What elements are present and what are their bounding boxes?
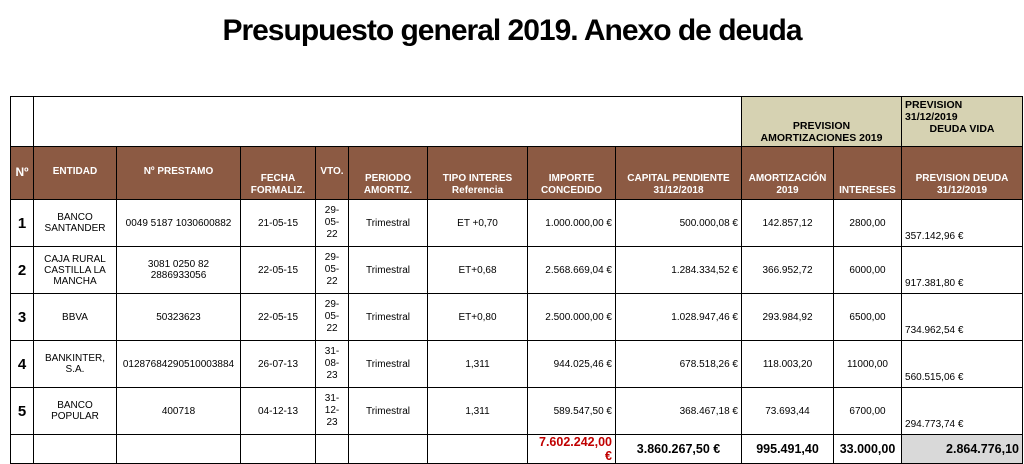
row-fecha: 21-05-15 [241,200,316,247]
row-tipo: 1,311 [428,341,528,388]
total-importe: 7.602.242,00 € [528,435,616,464]
row-entidad: BANKINTER, S.A. [34,341,117,388]
row-intereses: 6700,00 [834,388,902,435]
group-header-row [11,97,1023,147]
row-tipo: 1,311 [428,388,528,435]
total-amortizacion: 995.491,40 [742,435,834,464]
row-num: 1 [11,200,34,247]
row-entidad: BANCO SANTANDER [34,200,117,247]
row-periodo: Trimestral [349,341,428,388]
page-title: Presupuesto general 2019. Anexo de deuda [222,14,802,47]
row-importe: 589.547,50 € [528,388,616,435]
row-prestamo: 01287684290510003884 [117,341,241,388]
row-num: 5 [11,388,34,435]
row-amortizacion: 293.984,92 [742,294,834,341]
row-num: 4 [11,341,34,388]
row-capital: 500.000,08 € [616,200,742,247]
row-vto: 29- 05- 22 [316,294,349,341]
table-row [11,294,1023,341]
row-prevision: 734.962,54 € [902,294,1023,341]
row-capital: 1.284.334,52 € [616,247,742,294]
row-vto: 31- 08- 23 [316,341,349,388]
row-amortizacion: 73.693,44 [742,388,834,435]
row-importe: 944.025,46 € [528,341,616,388]
col-capital: CAPITAL PENDIENTE 31/12/2018 [616,147,742,200]
table-row [11,200,1023,247]
row-prestamo: 50323623 [117,294,241,341]
row-num: 3 [11,294,34,341]
total-prevision: 2.864.776,10 [902,435,1023,464]
row-tipo: ET+0,68 [428,247,528,294]
row-entidad: CAJA RURAL CASTILLA LA MANCHA [34,247,117,294]
row-entidad: BANCO POPULAR [34,388,117,435]
row-importe: 2.500.000,00 € [528,294,616,341]
row-prestamo: 3081 0250 82 2886933056 [117,247,241,294]
row-prevision: 294.773,74 € [902,388,1023,435]
row-intereses: 11000,00 [834,341,902,388]
row-importe: 1.000.000,00 € [528,200,616,247]
row-amortizacion: 366.952,72 [742,247,834,294]
row-prevision: 560.515,06 € [902,341,1023,388]
col-prestamo: Nº PRESTAMO [117,147,241,200]
row-num: 2 [11,247,34,294]
debt-table [10,96,1023,464]
col-vto: VTO. [316,147,349,200]
table-row [11,247,1023,294]
row-entidad: BBVA [34,294,117,341]
row-amortizacion: 142.857,12 [742,200,834,247]
row-vto: 29- 05- 22 [316,247,349,294]
row-vto: 29- 05- 22 [316,200,349,247]
row-fecha: 04-12-13 [241,388,316,435]
row-importe: 2.568.669,04 € [528,247,616,294]
col-entidad: ENTIDAD [34,147,117,200]
total-capital: 3.860.267,50 € [616,435,742,464]
row-intereses: 6000,00 [834,247,902,294]
table-row [11,388,1023,435]
col-fecha: FECHA FORMALIZ. [241,147,316,200]
row-prestamo: 400718 [117,388,241,435]
row-periodo: Trimestral [349,200,428,247]
row-periodo: Trimestral [349,294,428,341]
row-fecha: 26-07-13 [241,341,316,388]
row-tipo: ET +0,70 [428,200,528,247]
row-intereses: 6500,00 [834,294,902,341]
totals-row [11,435,1023,464]
row-prevision: 357.142,96 € [902,200,1023,247]
row-periodo: Trimestral [349,388,428,435]
col-amortizacion: AMORTIZACIÓN 2019 [742,147,834,200]
prevision-amortizaciones-header: PREVISION AMORTIZACIONES 2019 [742,97,902,147]
col-intereses: INTERESES [834,147,902,200]
row-capital: 368.467,18 € [616,388,742,435]
row-vto: 31- 12- 23 [316,388,349,435]
col-tipo: TIPO INTERES Referencia [428,147,528,200]
column-header-row [11,147,1023,200]
row-intereses: 2800,00 [834,200,902,247]
row-capital: 1.028.947,46 € [616,294,742,341]
row-capital: 678.518,26 € [616,341,742,388]
row-prevision: 917.381,80 € [902,247,1023,294]
col-prevision-deuda: PREVISION DEUDA 31/12/2019 [902,147,1023,200]
col-importe: IMPORTE CONCEDIDO [528,147,616,200]
total-intereses: 33.000,00 [834,435,902,464]
col-num: Nº [11,147,34,200]
row-fecha: 22-05-15 [241,294,316,341]
col-periodo: PERIODO AMORTIZ. [349,147,428,200]
table-row [11,341,1023,388]
prevision-deuda-vida-header: PREVISION 31/12/2019 DEUDA VIDA [902,97,1023,147]
row-fecha: 22-05-15 [241,247,316,294]
row-amortizacion: 118.003,20 [742,341,834,388]
row-prestamo: 0049 5187 1030600882 [117,200,241,247]
row-periodo: Trimestral [349,247,428,294]
row-tipo: ET+0,80 [428,294,528,341]
